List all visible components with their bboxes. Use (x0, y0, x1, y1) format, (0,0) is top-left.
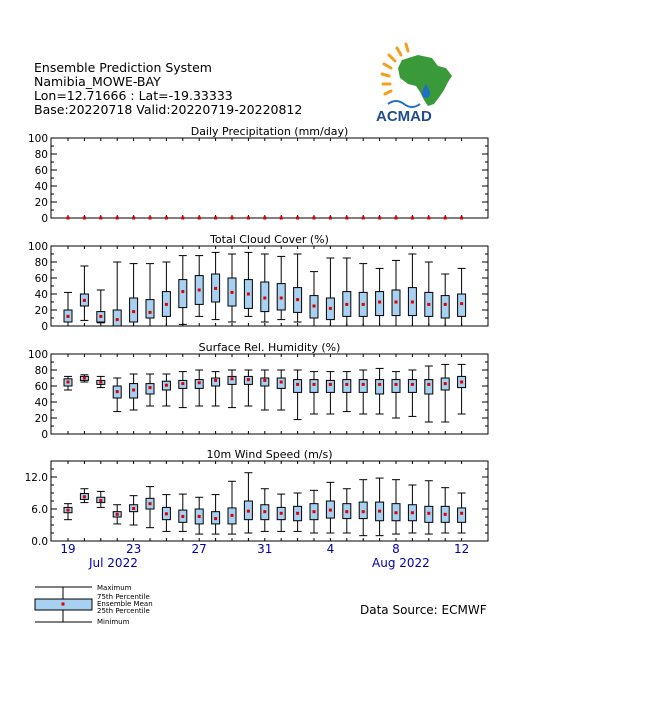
box-whisker (294, 254, 302, 322)
box-whisker (458, 268, 466, 326)
mean-marker (362, 217, 365, 220)
mean-marker (83, 377, 86, 380)
mean-marker (280, 297, 283, 300)
box-whisker (162, 495, 170, 532)
box-whisker (441, 488, 449, 533)
mean-marker (345, 510, 348, 513)
box-whisker (444, 217, 447, 220)
mean-marker (345, 383, 348, 386)
y-tick-label: 80 (34, 149, 48, 161)
box-whisker (165, 217, 168, 220)
box-whisker (277, 370, 285, 410)
mean-marker (214, 217, 217, 220)
mean-marker (460, 217, 463, 220)
iqr-box (392, 380, 400, 393)
wave-icon (388, 101, 420, 107)
mean-marker (181, 515, 184, 518)
box-whisker (395, 217, 398, 220)
box-whisker (376, 268, 384, 326)
box-whisker (179, 494, 187, 531)
mean-marker (116, 390, 119, 393)
y-tick-label: 20 (34, 413, 48, 425)
mean-marker (395, 301, 398, 304)
box-whisker (228, 254, 236, 322)
mean-marker (263, 297, 266, 300)
acmad-logo (376, 44, 452, 125)
y-tick-label: 0 (41, 429, 48, 441)
y-tick-label: 40 (34, 397, 48, 409)
box-whisker (425, 262, 433, 326)
iqr-box (326, 380, 334, 392)
mean-marker (329, 307, 332, 310)
iqr-box (343, 380, 351, 393)
mean-marker (181, 217, 184, 220)
mean-marker (427, 303, 430, 306)
mean-marker (427, 217, 430, 220)
box-whisker (277, 494, 285, 531)
mean-marker (395, 217, 398, 220)
mean-marker (296, 383, 299, 386)
mean-marker (362, 383, 365, 386)
box-whisker (149, 217, 152, 220)
mean-marker (99, 381, 102, 384)
mean-marker (149, 217, 152, 220)
mean-marker (460, 302, 463, 305)
box-whisker (343, 489, 351, 533)
box-whisker (277, 256, 285, 319)
mean-marker (313, 510, 316, 513)
iqr-box (359, 380, 367, 393)
mean-marker (214, 287, 217, 290)
header-dates: Base:20220718 Valid:20220719-20220812 (34, 102, 303, 117)
legend-p75: 75th Percentile (97, 593, 150, 601)
box-whisker (244, 370, 252, 406)
box-whisker (97, 376, 105, 387)
mean-marker (132, 310, 135, 313)
mean-marker (116, 217, 119, 220)
box-whisker (345, 217, 348, 220)
y-tick-label: 40 (34, 181, 48, 193)
box-whisker (261, 254, 269, 322)
box-whisker (146, 264, 154, 326)
box-whisker (67, 217, 70, 220)
mean-marker (296, 298, 299, 301)
box-whisker (392, 260, 400, 326)
box-whisker (392, 372, 400, 418)
y-tick-label: 80 (34, 257, 48, 269)
mean-marker (263, 379, 266, 382)
box-whisker (411, 217, 414, 220)
mean-marker (263, 510, 266, 513)
y-tick-label: 60 (34, 381, 48, 393)
mean-marker (83, 299, 86, 302)
box-whisker (80, 489, 88, 503)
mean-marker (116, 318, 119, 321)
iqr-box (441, 296, 449, 318)
mean-marker (149, 502, 152, 505)
x-tick-label: 27 (191, 542, 207, 556)
mean-marker (181, 290, 184, 293)
iqr-box (458, 508, 466, 522)
legend (35, 584, 153, 626)
mean-marker (395, 511, 398, 514)
y-tick-label: 100 (27, 241, 48, 253)
mean-marker (247, 378, 250, 381)
mean-marker (99, 499, 102, 502)
y-tick-label: 60 (34, 165, 48, 177)
box-whisker (214, 217, 217, 220)
mean-marker (99, 217, 102, 220)
box-whisker (326, 258, 334, 326)
box-whisker (99, 217, 102, 220)
box-whisker (359, 480, 367, 536)
iqr-box (425, 380, 433, 394)
box-whisker (113, 262, 121, 326)
mean-marker (395, 383, 398, 386)
panel-title: Surface Rel. Humidity (%) (198, 341, 341, 354)
box-whisker (310, 372, 318, 414)
mean-marker (296, 512, 299, 515)
mean-marker (214, 379, 217, 382)
box-whisker (244, 473, 252, 533)
header-title: Ensemble Prediction System (34, 60, 212, 75)
mean-marker (231, 217, 234, 220)
box-whisker (376, 368, 384, 414)
mean-marker (247, 293, 250, 296)
africa-map-icon (398, 55, 452, 106)
mean-marker (149, 311, 152, 314)
y-tick-label: 20 (34, 197, 48, 209)
box-whisker (130, 374, 138, 410)
box-whisker (231, 217, 234, 220)
panel-title: Total Cloud Cover (%) (210, 233, 329, 246)
box-whisker (130, 496, 138, 525)
mean-marker (280, 381, 283, 384)
y-tick-label: 100 (27, 133, 48, 145)
mean-marker (345, 303, 348, 306)
box-whisker (130, 264, 138, 326)
mean-marker (132, 507, 135, 510)
iqr-box (458, 294, 466, 316)
box-whisker (80, 266, 88, 320)
mean-marker (198, 381, 201, 384)
month-label-jul: Jul 2022 (89, 556, 138, 570)
y-tick-label: 60 (34, 273, 48, 285)
box-whisker (313, 217, 316, 220)
y-tick-label: 0.0 (31, 536, 48, 548)
iqr-box (376, 380, 384, 394)
box-whisker (329, 217, 332, 220)
iqr-box (146, 300, 154, 318)
y-tick-label: 100 (27, 349, 48, 361)
box-whisker (378, 217, 381, 220)
legend-mean-marker (62, 603, 65, 606)
mean-marker (116, 513, 119, 516)
y-tick-label: 6.0 (31, 504, 48, 516)
mean-marker (444, 303, 447, 306)
box-whisker (376, 478, 384, 536)
mean-marker (411, 217, 414, 220)
iqr-box (179, 280, 187, 308)
box-whisker (162, 374, 170, 406)
box-whisker (326, 482, 334, 533)
mean-marker (198, 515, 201, 518)
mean-marker (444, 382, 447, 385)
box-whisker (64, 292, 72, 326)
header-coordinates: Lon=12.71666 : Lat=-19.33333 (34, 88, 233, 103)
box-whisker (408, 485, 416, 533)
mean-marker (460, 381, 463, 384)
box-whisker (132, 217, 135, 220)
legend-maximum: Maximum (97, 584, 132, 592)
box-whisker (247, 217, 250, 220)
box-whisker (408, 370, 416, 416)
mean-marker (378, 383, 381, 386)
x-tick-label: 8 (392, 542, 400, 556)
legend-p25: 25th Percentile (97, 607, 150, 615)
mean-marker (362, 303, 365, 306)
x-tick-label: 19 (60, 542, 76, 556)
box-whisker (359, 264, 367, 326)
mean-marker (181, 382, 184, 385)
mean-marker (231, 291, 234, 294)
x-tick-label: 31 (257, 542, 273, 556)
chart-panel (28, 341, 488, 441)
box-whisker (181, 217, 184, 220)
mean-marker (329, 509, 332, 512)
box-whisker (362, 217, 365, 220)
mean-marker (427, 383, 430, 386)
box-whisker (408, 254, 416, 326)
data-source: Data Source: ECMWF (360, 603, 487, 617)
box-whisker (179, 372, 187, 408)
mean-marker (165, 303, 168, 306)
box-whisker (83, 217, 86, 220)
mean-marker (247, 217, 250, 220)
iqr-box (294, 380, 302, 393)
header-station: Namibia_MOWE-BAY (34, 74, 161, 89)
y-tick-label: 0 (41, 213, 48, 225)
mean-marker (444, 217, 447, 220)
box-whisker (263, 217, 266, 220)
box-whisker (343, 372, 351, 412)
box-whisker (294, 493, 302, 531)
mean-marker (67, 315, 70, 318)
y-tick-label: 0 (41, 321, 48, 333)
legend-mean: Ensemble Mean (97, 600, 153, 608)
mean-marker (132, 217, 135, 220)
box-whisker (198, 217, 201, 220)
mean-marker (362, 510, 365, 513)
iqr-box (376, 292, 384, 316)
mean-marker (198, 217, 201, 220)
mean-marker (247, 510, 250, 513)
logo-text: ACMAD (376, 108, 432, 125)
panel-title: Daily Precipitation (mm/day) (190, 125, 349, 138)
mean-marker (165, 512, 168, 515)
mean-marker (313, 217, 316, 220)
box-whisker (113, 505, 121, 524)
iqr-box (113, 310, 121, 326)
y-tick-label: 80 (34, 365, 48, 377)
mean-marker (67, 381, 70, 384)
box-whisker (392, 480, 400, 534)
box-whisker (64, 504, 72, 520)
mean-marker (165, 217, 168, 220)
mean-marker (378, 217, 381, 220)
mean-marker (83, 217, 86, 220)
x-tick-label: 4 (326, 542, 335, 556)
box-whisker (460, 217, 463, 220)
mean-marker (411, 301, 414, 304)
mean-marker (460, 512, 463, 515)
mean-marker (444, 513, 447, 516)
x-tick-label: 23 (125, 542, 142, 556)
box-whisker (195, 256, 203, 317)
box-whisker (441, 274, 449, 326)
mean-marker (296, 217, 299, 220)
box-whisker (310, 490, 318, 533)
mean-marker (231, 514, 234, 517)
box-whisker (64, 376, 72, 390)
month-label-aug: Aug 2022 (372, 556, 430, 570)
box-whisker (146, 374, 154, 406)
box-whisker (80, 375, 88, 382)
panel-title: 10m Wind Speed (m/s) (206, 448, 333, 461)
box-whisker (296, 217, 299, 220)
box-whisker (195, 497, 203, 534)
mean-marker (411, 383, 414, 386)
legend-minimum: Minimum (97, 618, 130, 626)
mean-marker (198, 289, 201, 292)
x-axis-labels (60, 542, 469, 570)
plot-frame (51, 461, 488, 541)
box-whisker (113, 378, 121, 412)
mean-marker (83, 495, 86, 498)
plot-frame (51, 138, 488, 218)
box-whisker (425, 481, 433, 534)
box-whisker (195, 370, 203, 406)
chart-panel (25, 448, 488, 548)
box-whisker (458, 364, 466, 414)
iqr-box (130, 298, 138, 322)
mean-marker (329, 217, 332, 220)
y-tick-label: 40 (34, 289, 48, 301)
mean-marker (345, 217, 348, 220)
box-whisker (244, 252, 252, 316)
box-whisker (261, 489, 269, 532)
chart-panel (28, 125, 488, 225)
box-whisker (359, 370, 367, 414)
chart-panels (25, 125, 488, 548)
mean-marker (231, 377, 234, 380)
box-whisker (228, 481, 236, 534)
mean-marker (67, 509, 70, 512)
mean-marker (313, 305, 316, 308)
mean-marker (378, 510, 381, 513)
chart-panel (28, 233, 488, 333)
box-whisker (261, 370, 269, 410)
box-whisker (97, 491, 105, 507)
box-whisker (326, 372, 334, 414)
box-whisker (162, 262, 170, 326)
iqr-box (408, 380, 416, 393)
box-whisker (310, 272, 318, 326)
mean-marker (329, 383, 332, 386)
mean-marker (313, 383, 316, 386)
box-whisker (116, 217, 119, 220)
mean-marker (378, 301, 381, 304)
box-whisker (294, 370, 302, 420)
mean-marker (280, 512, 283, 515)
box-whisker (212, 495, 220, 534)
box-whisker (179, 256, 187, 325)
mean-marker (149, 386, 152, 389)
box-whisker (212, 372, 220, 406)
box-whisker (427, 217, 430, 220)
box-whisker (146, 487, 154, 528)
mean-marker (427, 512, 430, 515)
box-whisker (458, 493, 466, 533)
box-whisker (441, 364, 449, 422)
box-whisker (425, 366, 433, 422)
mean-marker (411, 511, 414, 514)
mean-marker (132, 389, 135, 392)
mean-marker (165, 384, 168, 387)
box-whisker (97, 290, 105, 323)
mean-marker (214, 517, 217, 520)
y-tick-label: 12.0 (24, 472, 48, 484)
iqr-box (310, 380, 318, 393)
y-tick-label: 20 (34, 305, 48, 317)
mean-marker (99, 315, 102, 318)
box-whisker (212, 252, 220, 319)
x-tick-label: 12 (453, 542, 470, 556)
box-whisker (280, 217, 283, 220)
mean-marker (280, 217, 283, 220)
mean-marker (263, 217, 266, 220)
box-whisker (228, 370, 236, 408)
mean-marker (67, 217, 70, 220)
box-whisker (343, 258, 351, 326)
